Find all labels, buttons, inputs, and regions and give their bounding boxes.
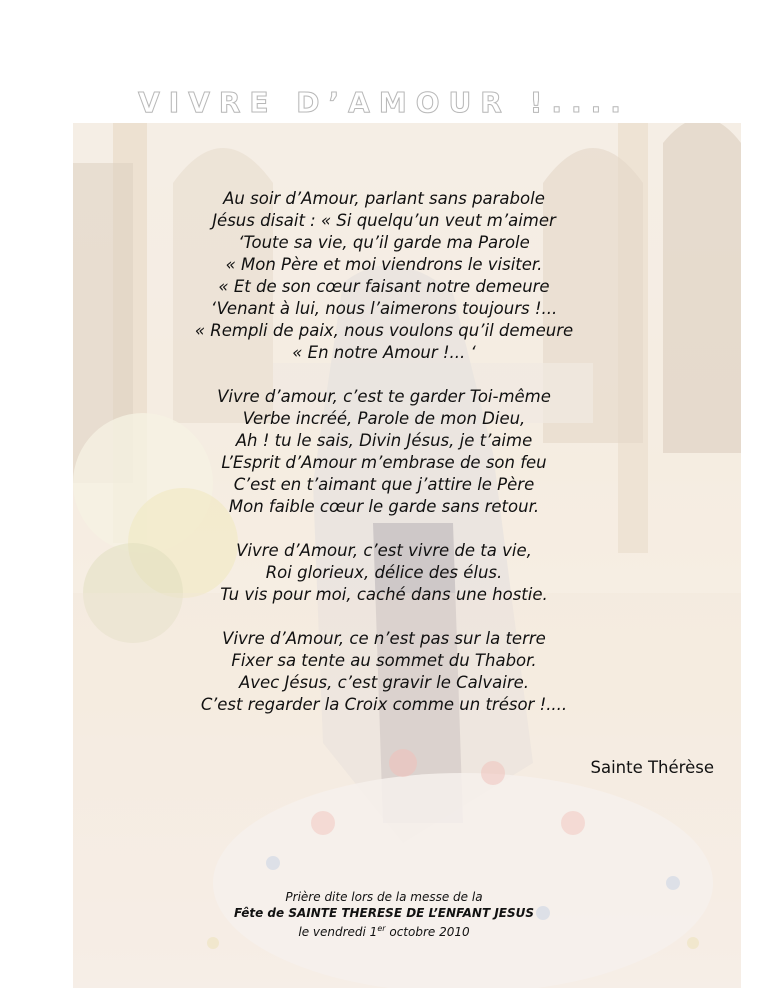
poem-line: L’Esprit d’Amour m’embrase de son feu	[221, 453, 547, 472]
poem-line: Ah ! tu le sais, Divin Jésus, je t’aime	[235, 431, 533, 450]
poem-line: « Et de son cœur faisant notre demeure	[218, 277, 550, 296]
poem-line: Roi glorieux, délice des élus.	[265, 563, 503, 582]
footer-caption	[0, 889, 768, 940]
poem-line: Avec Jésus, c’est gravir le Calvaire.	[238, 673, 530, 692]
poem-line: « Mon Père et moi viendrons le visiter.	[225, 255, 543, 274]
poem-line: « Rempli de paix, nous voulons qu’il demeure	[194, 321, 574, 340]
footer-date-prefix: le vendredi 1	[298, 925, 378, 939]
stanza-4	[0, 628, 768, 716]
poem-line: Verbe incréé, Parole de mon Dieu,	[242, 409, 526, 428]
poem-line: Fixer sa tente au sommet du Thabor.	[231, 651, 537, 670]
footer-date-suffix: octobre 2010	[385, 925, 470, 939]
poem-line: Au soir d’Amour, parlant sans parabole	[223, 189, 545, 208]
poem-line: Vivre d’Amour, c’est vivre de ta vie,	[236, 541, 532, 560]
poem	[0, 188, 768, 738]
footer-line-2: Fête de SAINTE THERESE DE L’ENFANT JESUS	[233, 906, 535, 920]
poem-line: ‘Venant à lui, nous l’aimerons toujours !...	[210, 299, 558, 318]
stanza-1	[0, 188, 768, 364]
poem-line: C’est regarder la Croix comme un trésor !....	[200, 695, 568, 714]
poem-line: Vivre d’amour, c’est te garder Toi-même	[217, 387, 551, 406]
footer-date-superscript: er	[377, 924, 386, 933]
poem-line: ‘Toute sa vie, qu’il garde ma Parole	[238, 233, 530, 252]
author-signature: Sainte Thérèse	[590, 758, 714, 777]
stanza-3	[0, 540, 768, 606]
poem-line: Mon faible cœur le garde sans retour.	[228, 497, 540, 516]
footer-line-1: Prière dite lors de la messe de la	[285, 890, 483, 904]
page-title: VIVRE D’AMOUR !....	[138, 86, 630, 119]
poem-line: Jésus disait : « Si quelqu’un veut m’aimer	[212, 211, 556, 230]
poem-line: Tu vis pour moi, caché dans une hostie.	[220, 585, 548, 604]
poem-line: Vivre d’Amour, ce n’est pas sur la terre	[222, 629, 546, 648]
footer-line-3	[0, 921, 768, 940]
stanza-2	[0, 386, 768, 518]
poem-line: « En notre Amour !... ‘	[292, 343, 476, 362]
poem-line: C’est en t’aimant que j’attire le Père	[233, 475, 535, 494]
